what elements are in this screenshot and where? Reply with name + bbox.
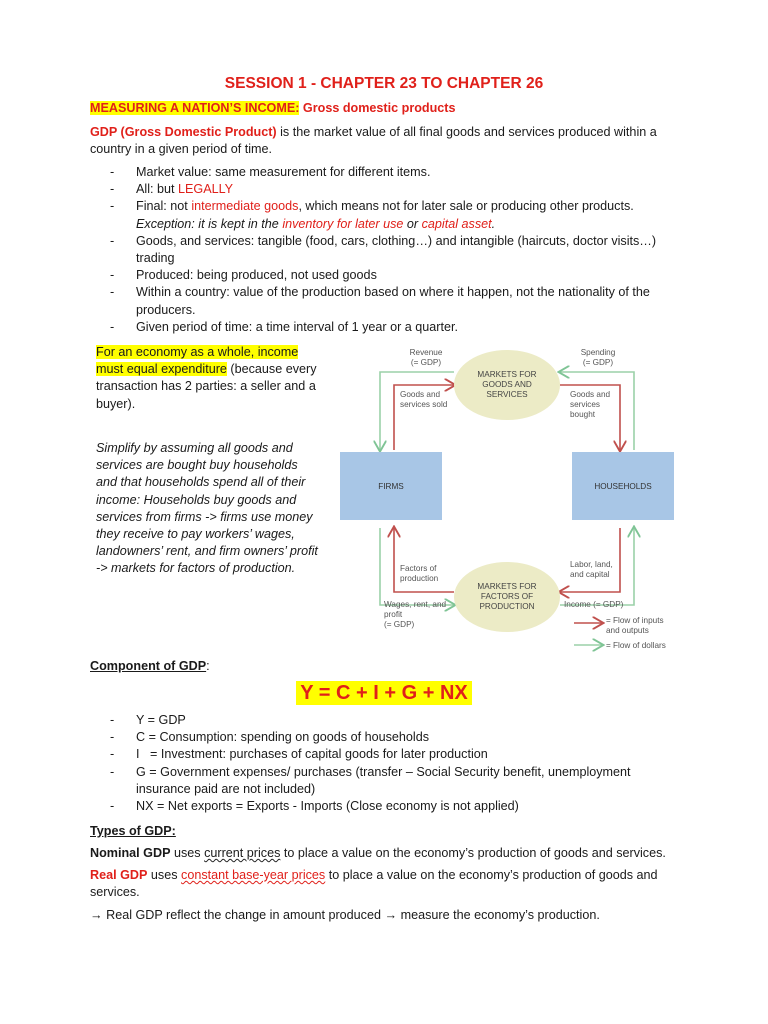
circular-flow-diagram <box>336 340 676 656</box>
bullet-text: Final: not <box>136 199 192 214</box>
bullet-text: Goods, and services: tangible (food, cars, clothing…) and intangible (haircuts, doctor visits…) trading <box>136 233 657 266</box>
labor-label: Labor, land, and capital <box>570 560 613 579</box>
income-expenditure-highlight: For an economy as a whole, income must equal expenditure <box>96 345 299 377</box>
gdp-formula-text: Y = C + I + G + NX <box>296 681 472 705</box>
gdp-definition-text: is the market value of all final goods and services produced within a country in a given period of time. <box>90 125 657 156</box>
gdp-term: GDP (Gross Domestic Product) <box>90 125 277 139</box>
income-expenditure-text: (because every transaction has 2 parties: a seller and a buyer). <box>96 362 317 411</box>
exception-red-text: capital asset <box>421 216 492 231</box>
list-item <box>108 164 678 181</box>
section-heading-highlight: MEASURING A NATION’S INCOME: <box>90 101 300 115</box>
list-item: - I = Investment: purchases of capital goods for later production <box>108 746 678 763</box>
goods-sold-label: Goods and services sold <box>400 390 448 409</box>
gdp-bullet-list <box>108 164 678 336</box>
revenue-label: Revenue (= GDP) <box>409 348 443 367</box>
market-goods-services: MARKETS FOR GOODS AND SERVICES <box>454 350 560 420</box>
exception-text: . <box>491 216 496 231</box>
bullet-red-text: intermediate goods <box>191 199 299 214</box>
real-gdp-line <box>90 867 700 901</box>
wages-label: Wages, rent, and profit (= GDP) <box>384 600 447 629</box>
exception-text: or <box>403 216 422 231</box>
legend-dollars-label: = Flow of dollars <box>606 641 666 650</box>
component-heading <box>90 658 700 675</box>
nominal-gdp-term: Nominal GDP <box>90 846 171 860</box>
simplify-note: Simplify by assuming all goods and services are bought buy households and that households spend all of their income: Households buy goods and services from firms -> firms use money they receive to pay workers’ wages, landowners’ rent, and firm owners’ profit -> markets for factors of production. <box>96 441 318 576</box>
nominal-gdp-line <box>90 845 700 862</box>
bullet-text: Produced: being produced, not used goods <box>136 268 377 283</box>
types-heading-text: Types of GDP: <box>90 824 176 838</box>
exception-red-text: inventory for later use <box>282 216 404 231</box>
bullet-text: All: but <box>136 182 178 197</box>
real-gdp-text: uses <box>147 868 182 882</box>
firms-box: FIRMS <box>340 452 442 520</box>
component-list <box>108 712 678 815</box>
spending-label: Spending (= GDP) <box>580 348 616 367</box>
dollar-flow-top-left <box>380 372 454 450</box>
list-item: - NX = Net exports = Exports - Imports (Close economy is not applied) <box>108 798 678 815</box>
gdp-definition <box>90 124 700 158</box>
types-heading <box>90 823 700 840</box>
list-item: - G = Government expenses/ purchases (transfer – Social Security benefit, unemployment insurance paid are not included) <box>108 764 678 798</box>
list-item: - C = Consumption: spending on goods of households <box>108 729 678 746</box>
page-title: SESSION 1 - CHAPTER 23 TO CHAPTER 26 <box>224 75 544 92</box>
real-gdp-conclusion: → Real GDP reflect the change in amount produced → measure the economy’s production. <box>90 908 600 922</box>
nominal-gdp-underlined: current prices <box>204 846 281 860</box>
income-expenditure-note <box>96 344 321 413</box>
nominal-gdp-text: uses <box>170 846 205 860</box>
bullet-red-text: LEGALLY <box>178 182 234 197</box>
nominal-gdp-text: to place a value on the economy’s production of goods and services. <box>280 846 666 860</box>
component-heading-text: Component of GDP <box>90 659 207 673</box>
real-gdp-term: Real GDP <box>90 868 148 882</box>
income-label: Income (= GDP) <box>564 600 624 609</box>
real-gdp-underlined: constant base-year prices <box>181 868 326 882</box>
factors-label: Factors of production <box>400 564 439 583</box>
real-gdp-text: to place a value on the economy’s production of goods and services. <box>90 868 658 899</box>
list-item <box>108 319 678 336</box>
list-item: - Y = GDP <box>108 712 678 729</box>
list-item <box>108 181 678 198</box>
bullet-text: , which means not for later sale or producing other products. <box>298 199 634 214</box>
list-item <box>108 284 678 318</box>
section-heading-rest: Gross domestic products <box>299 101 456 115</box>
section-heading-measuring <box>90 101 456 115</box>
list-item <box>108 233 678 267</box>
bullet-text: Market value: same measurement for different items. <box>136 165 431 179</box>
list-item <box>108 198 678 232</box>
gdp-formula <box>0 682 768 705</box>
bullet-text: Within a country: value of the production based on where it happen, not the nationality of the producers. <box>136 285 650 317</box>
component-heading-colon: : <box>206 659 210 673</box>
list-item <box>108 267 678 284</box>
households-box: HOUSEHOLDS <box>572 452 674 520</box>
exception-text: Exception: it is kept in the <box>136 216 283 231</box>
bullet-text: Given period of time: a time interval of 1 year or a quarter. <box>136 319 458 334</box>
legend-inputs-label: = Flow of inputs and outputs <box>606 616 664 635</box>
exception-line <box>136 217 495 231</box>
market-factors-production: MARKETS FOR FACTORS OF PRODUCTION <box>454 562 560 632</box>
goods-bought-label: Goods and services bought <box>570 390 611 419</box>
